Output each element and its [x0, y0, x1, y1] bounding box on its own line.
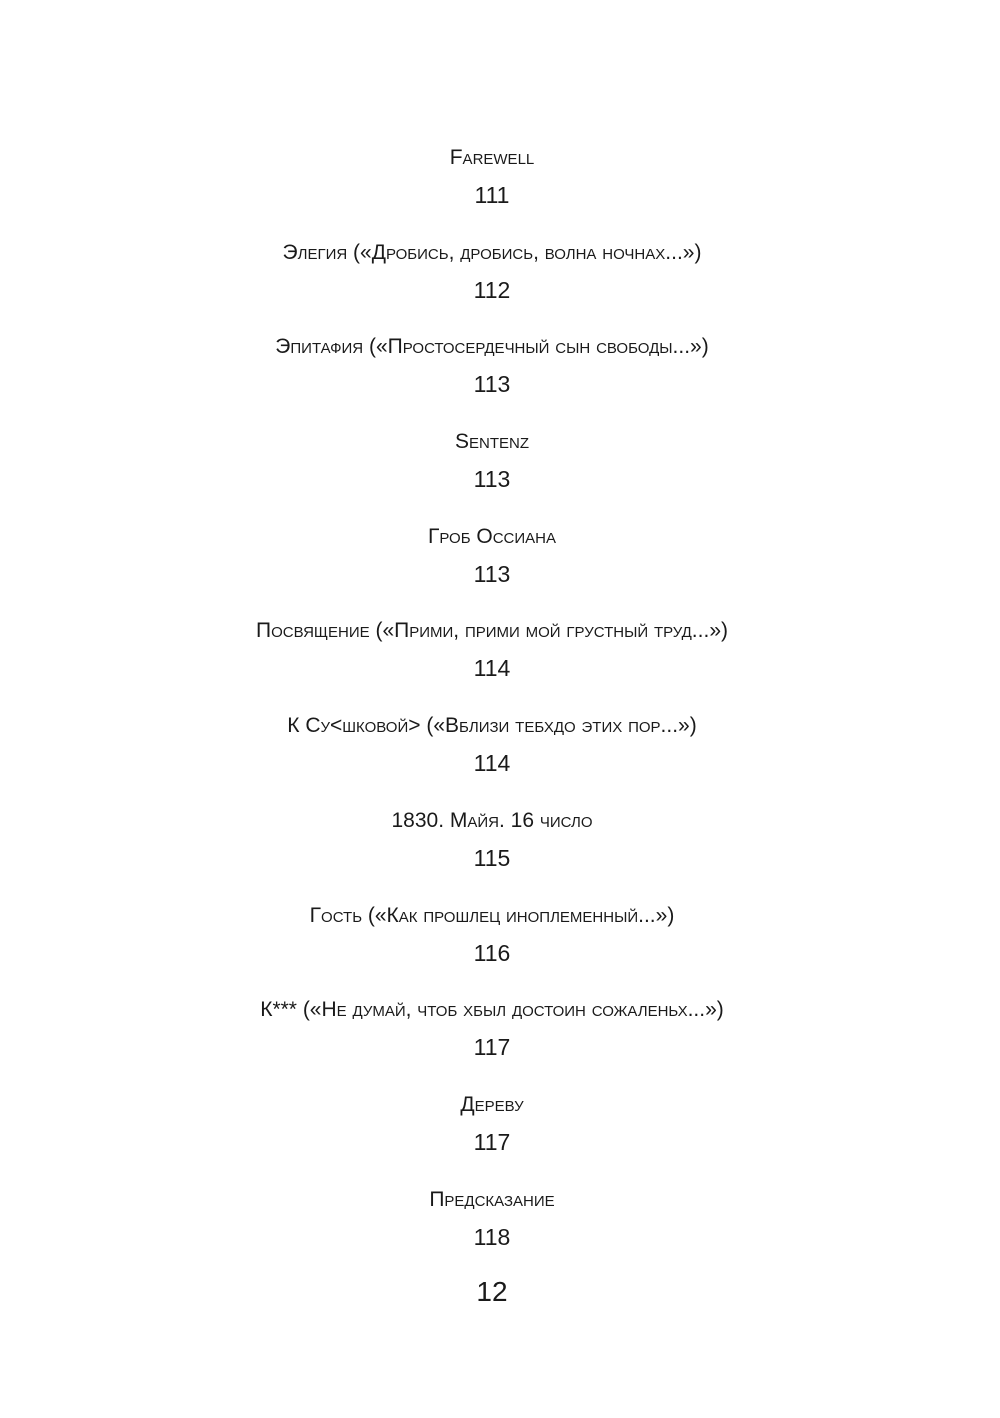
toc-entry-title: Предсказание — [429, 1187, 555, 1211]
toc-entry-page: 117 — [473, 1034, 511, 1061]
toc-entry-title: Sentenz — [454, 430, 529, 454]
toc-entry — [0, 708, 984, 803]
toc-entry-page: 118 — [473, 1223, 511, 1250]
toc-entry-page: 113 — [473, 371, 511, 398]
toc-entry-title: К Су<шковой> («Вблизи тебхдо этих пор...») — [287, 714, 697, 738]
toc-entry-page: 111 — [474, 182, 510, 208]
toc-entry-title: Элегия («Дробись, дробись, волна ночнах...») — [282, 240, 702, 264]
toc-entry-page: 114 — [473, 750, 511, 777]
toc-entry — [0, 803, 984, 898]
toc-entry — [0, 992, 984, 1087]
toc-entry — [0, 613, 984, 708]
toc-entry-page: 114 — [473, 655, 511, 682]
toc-entry — [0, 424, 984, 519]
toc-entry — [0, 235, 984, 330]
toc-entry — [0, 898, 984, 993]
table-of-contents — [0, 140, 984, 1276]
toc-entry — [0, 1087, 984, 1182]
toc-entry-page: 115 — [473, 844, 511, 871]
toc-entry-page: 117 — [473, 1128, 511, 1155]
toc-entry-title: К*** («Не думай, чтоб хбыл достоин сожаленьх...») — [260, 998, 724, 1022]
toc-entry-title: 1830. Майя. 16 число — [391, 808, 593, 832]
toc-entry-page: 112 — [473, 276, 511, 303]
toc-entry-title: Эпитафия («Простосердечный сын свободы...») — [275, 335, 709, 359]
toc-entry-page: 116 — [473, 939, 511, 966]
toc-entry-title: Дереву — [460, 1092, 524, 1116]
toc-entry-title: Гость («Как прошлец иноплеменный...») — [309, 903, 675, 927]
toc-entry — [0, 1182, 984, 1277]
toc-entry-title: Гроб Оссиана — [427, 524, 556, 548]
toc-entry — [0, 329, 984, 424]
toc-entry — [0, 140, 984, 235]
toc-entry-title: Посвящение («Прими, прими мой грустный труд...») — [256, 619, 728, 643]
page-number: 12 — [476, 1276, 508, 1307]
toc-entry — [0, 519, 984, 614]
toc-entry-page: 113 — [473, 466, 511, 493]
toc-entry-title: Farewell — [449, 146, 535, 169]
toc-entry-page: 113 — [473, 560, 511, 587]
